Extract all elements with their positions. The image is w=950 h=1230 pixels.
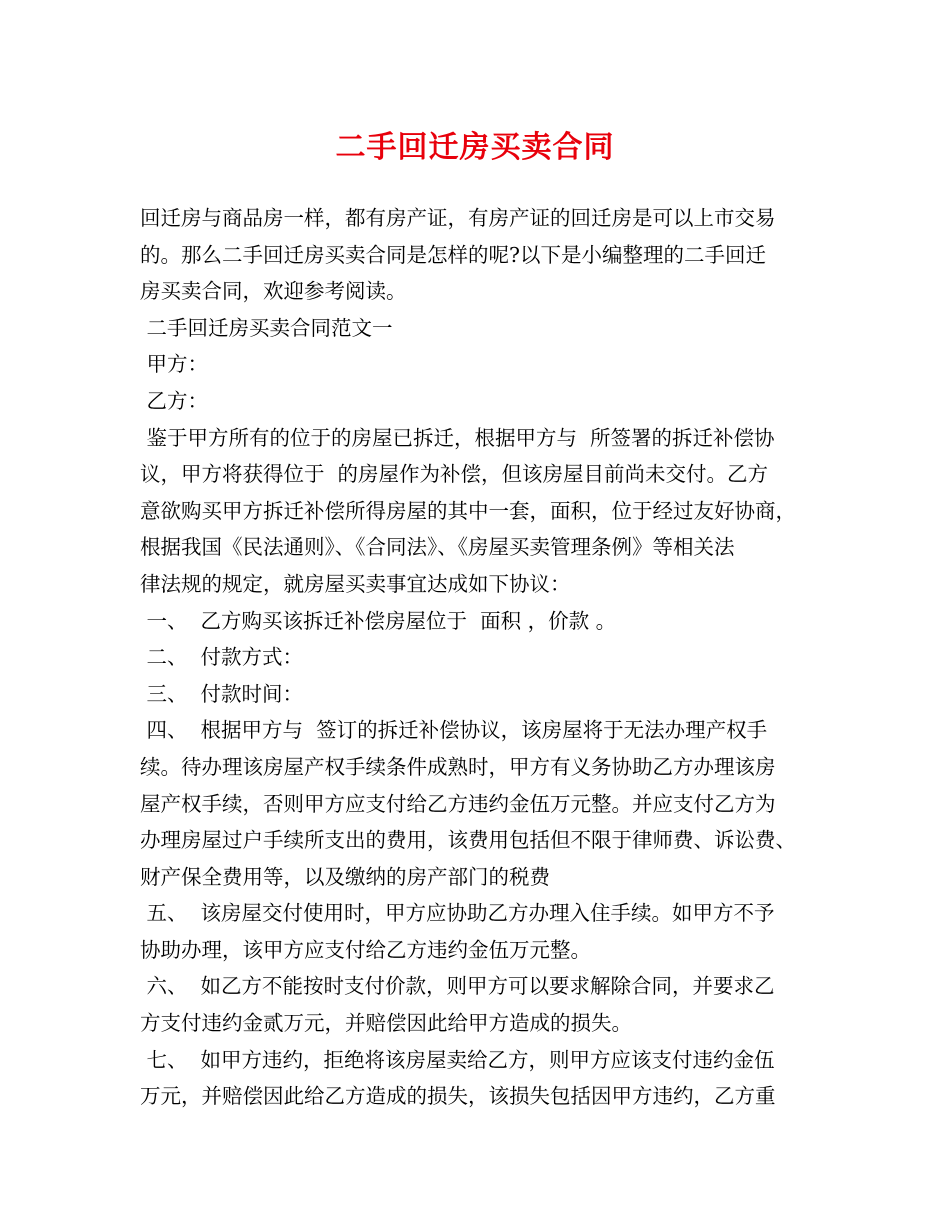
body-line: 财产保全费用等，以及缴纳的房产部门的税费: [140, 864, 550, 889]
body-line: 屋产权手续，否则甲方应支付给乙方违约金伍万元整。并应支付乙方为: [140, 791, 776, 816]
body-line: 二、 付款方式：: [140, 645, 304, 670]
body-line: 乙方：: [140, 388, 209, 413]
body-line: 回迁房与商品房一样，都有房产证，有房产证的回迁房是可以上市交易: [140, 206, 776, 230]
body-line: 六、 如乙方不能按时支付价款，则甲方可以要求解除合同，并要求乙: [140, 974, 775, 999]
body-line: 五、 该房屋交付使用时，甲方应协助乙方办理入住手续。如甲方不予: [140, 901, 775, 926]
body-line: 续。待办理该房屋产权手续条件成熟时，甲方有义务协助乙方办理该房: [140, 754, 776, 779]
body-line: 办理房屋过户手续所支出的费用，该费用包括但不限于律师费、诉讼费、: [140, 828, 796, 853]
document-body: [140, 200, 820, 1115]
body-line: 一、 乙方购买该拆迁补偿房屋位于 面积 ，价款 。: [140, 608, 617, 633]
body-line: 七、 如甲方违约，拒绝将该房屋卖给乙方，则甲方应该支付违约金伍: [140, 1047, 775, 1072]
body-line: 意欲购买甲方拆迁补偿所得房屋的其中一套，面积，位于经过友好协商，: [140, 498, 796, 523]
body-line: 根据我国《民法通则》、《合同法》、《房屋买卖管理条例》等相关法: [140, 535, 735, 560]
body-line: 方支付违约金贰万元，并赔偿因此给甲方造成的损失。: [140, 1011, 632, 1036]
body-line: 三、 付款时间：: [140, 681, 304, 706]
body-line: 协助办理，该甲方应支付给乙方违约金伍万元整。: [140, 937, 591, 962]
body-line: 甲方：: [140, 352, 209, 377]
body-line: 万元，并赔偿因此给乙方造成的损失，该损失包括因甲方违约，乙方重: [140, 1084, 776, 1109]
body-line: 房买卖合同，欢迎参考阅读。: [140, 279, 407, 304]
body-line: 的。那么二手回迁房买卖合同是怎样的呢?以下是小编整理的二手回迁: [140, 242, 766, 267]
body-line: 鉴于甲方所有的位于的房屋已拆迁，根据甲方与 所签署的拆迁补偿协: [140, 425, 775, 450]
body-line: 律法规的规定，就房屋买卖事宜达成如下协议：: [140, 571, 571, 596]
document-title: 二手回迁房买卖合同: [335, 130, 615, 165]
body-line: 二手回迁房买卖合同范文一: [140, 315, 393, 340]
body-line: 议，甲方将获得位于 的房屋作为补偿，但该房屋目前尚未交付。乙方: [140, 462, 769, 487]
body-line: 四、 根据甲方与 签订的拆迁补偿协议，该房屋将于无法办理产权手: [140, 718, 768, 743]
